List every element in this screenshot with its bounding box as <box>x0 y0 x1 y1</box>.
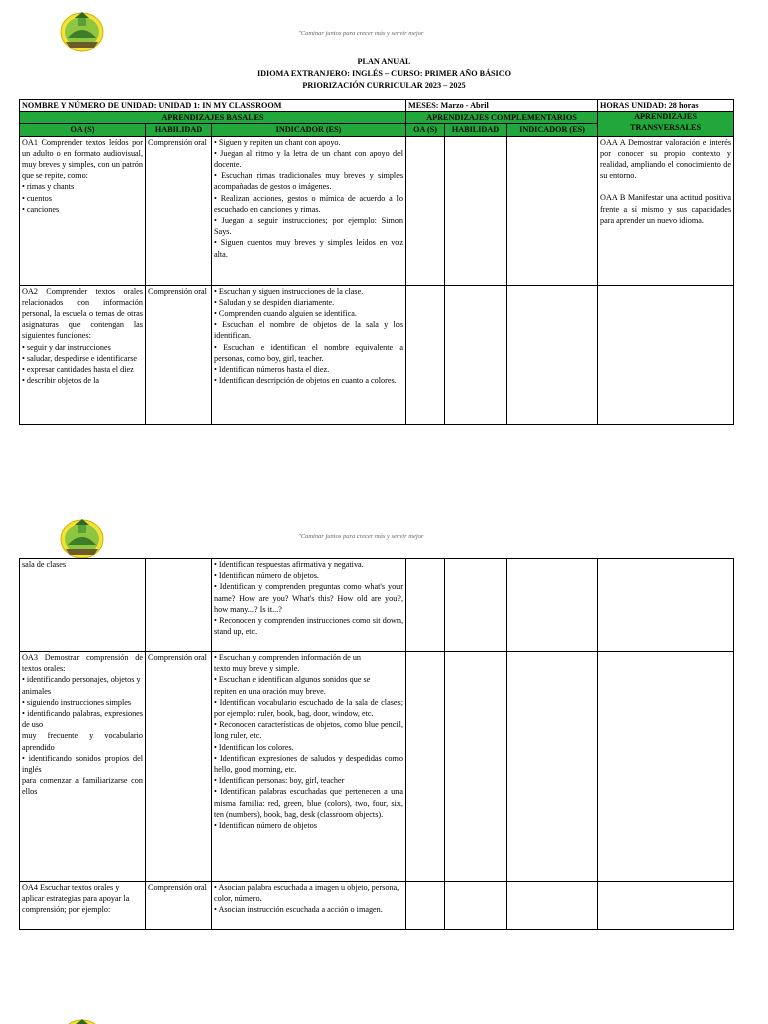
header-transversales-line-1: APRENDIZAJES <box>634 112 697 122</box>
indicador-item: • Escuchan y comprenden información de un <box>214 653 362 662</box>
indicador-item: • Juegan a seguir instrucciones; por ejemplo: Simon Says. <box>214 216 404 237</box>
oa-text: OA4 Escuchar textos orales y aplicar estrategias para apoyar la comprensión; por ejemplo: <box>22 883 130 915</box>
oa-cell <box>20 882 146 930</box>
habilidad-cell: Comprensión oral <box>146 285 212 424</box>
empty-cell <box>445 285 507 424</box>
oa-item: • identificando personajes, objetos y <box>22 675 141 685</box>
oa-text: OA1 Comprender textos leídos por un adulto o en formato audiovisual, muy breves y simples, con un patrón que se repite, como: <box>22 137 143 181</box>
header-complementarios: APRENDIZAJES COMPLEMENTARIOS <box>406 112 598 124</box>
empty-cell <box>598 285 734 424</box>
empty-cell <box>406 136 445 285</box>
transversal-item: OAA B Manifestar una actitud positiva frente a sí mismo y sus capacidades para aprender un nuevo idioma. <box>600 193 732 225</box>
table-row-oa3 <box>20 652 734 882</box>
table-row-oa4 <box>20 882 734 930</box>
empty-cell <box>598 882 734 930</box>
oa-item: • identificando palabras, expresiones de uso <box>22 709 143 730</box>
page-3 <box>0 1012 768 1024</box>
habilidad-cell <box>146 559 212 652</box>
indicador-item: • Identifican y comprenden preguntas como what's your name? How are you? What's this? How old are you?, how many...? Is it...? <box>214 582 403 614</box>
oa-item: • identificando sonidos propios del inglés <box>22 753 143 775</box>
oa-item: • saludar, despedirse e identificarse <box>22 353 138 363</box>
empty-cell <box>598 559 734 652</box>
empty-cell <box>406 882 445 930</box>
indicador-cell <box>212 559 406 652</box>
table-row-oa2-continued <box>20 559 734 652</box>
habilidad-cell: Comprensión oral <box>146 652 212 882</box>
indicador-item: • Identifican vocabulario escuchado de la sala de clases; por ejemplo: ruler, book, bag, door, window, etc. <box>214 697 403 719</box>
plan-table-page-2 <box>19 558 734 930</box>
indicador-item: • Asocian palabra escuchada a imagen u objeto, persona, color, número. <box>214 883 400 904</box>
col-indicador: INDICADOR (ES) <box>212 124 406 136</box>
empty-cell <box>445 882 507 930</box>
school-logo-icon <box>58 1015 106 1024</box>
indicador-item: • Identifican palabras escuchadas que pertenecen a una misma familia: red, green, blue (colors), two, four, six, ten (numbers), book, bag, desk (classroom objects). <box>214 787 403 819</box>
transversales-cell <box>598 136 734 285</box>
header-transversales-line-2: TRANSVERSALES <box>630 122 702 132</box>
indicador-item: • Asocian instrucción escuchada a acción o imagen. <box>214 905 383 915</box>
motto: "Caminar juntos para crecer más y servir mejor <box>298 533 424 540</box>
empty-cell <box>406 652 445 882</box>
oa-item: • expresar cantidades hasta el diez <box>22 365 134 375</box>
header-basales: APRENDIZAJES BASALES <box>20 112 406 124</box>
indicador-item: • Escuchan e identifican algunos sonidos que se <box>214 675 371 685</box>
table-row-oa2 <box>20 285 734 424</box>
oa-item: para comenzar a familiarizarse con ellos <box>22 776 143 797</box>
oa-cell <box>20 136 146 285</box>
col-indicador-complementario: INDICADOR (ES) <box>507 124 598 136</box>
title-priorizacion: PRIORIZACIÓN CURRICULAR 2023 – 2025 <box>302 81 466 90</box>
indicador-item: • Juegan al ritmo y la letra de un chant con apoyo del docente. <box>214 148 404 170</box>
empty-cell <box>406 559 445 652</box>
page-1 <box>0 0 768 470</box>
empty-cell <box>507 136 598 285</box>
empty-cell <box>507 285 598 424</box>
header-transversales <box>598 112 734 136</box>
indicador-item: • Escuchan e identifican el nombre equivalente a personas, como boy, girl, teacher. <box>214 342 404 363</box>
indicador-item: • Saludan y se despiden diariamente. <box>214 297 335 307</box>
indicador-item: • Identifican descripción de objetos en cuanto a colores. <box>214 376 397 386</box>
indicador-item: • Reconocen características de objetos, como blue pencil, long ruler, etc. <box>214 720 403 741</box>
school-logo-icon <box>58 515 106 559</box>
empty-cell <box>445 559 507 652</box>
indicador-item: • Identifican expresiones de saludos y despedidas como hello, good morning, etc. <box>214 753 403 775</box>
indicador-item: • Escuchan y siguen instrucciones de la clase. <box>214 286 364 296</box>
indicador-item: • Identifican número de objetos <box>214 821 317 831</box>
oa-item: • cuentos <box>22 193 52 203</box>
indicador-item: • Identifican números hasta el diez. <box>214 365 330 375</box>
indicador-item: • Realizan acciones, gestos o mímica de acuerdo a lo escuchado en canciones y rimas. <box>214 193 404 214</box>
oa-text: OA2 Comprender textos orales relacionados con información personal, la escuela o temas de otras asignaturas que contengan las siguientes funciones: <box>22 286 143 341</box>
indicador-item: texto muy breve y simple. <box>214 664 300 674</box>
page-2 <box>0 510 768 950</box>
habilidad-cell: Comprensión oral <box>146 882 212 930</box>
oa-text: OA3 Demostrar comprensión de textos orales: <box>22 653 143 674</box>
motto: "Caminar juntos para crecer más y servir mejor <box>298 30 424 37</box>
indicador-cell <box>212 285 406 424</box>
document-titles <box>0 56 768 92</box>
indicador-item: repiten en una oración muy breve. <box>214 686 326 696</box>
indicador-cell <box>212 882 406 930</box>
oa-item: • seguir y dar instrucciones <box>22 342 111 352</box>
oa-text: sala de clases <box>22 560 67 569</box>
col-habilidad: HABILIDAD <box>146 124 212 136</box>
title-subject: IDIOMA EXTRANJERO: INGLÉS – CURSO: PRIMER AÑO BÁSICO <box>256 69 512 78</box>
oa-cell <box>20 559 146 652</box>
indicador-item: • Identifican número de objetos. <box>214 571 319 581</box>
unit-name: NOMBRE Y NÚMERO DE UNIDAD: UNIDAD 1: IN MY CLASSROOM <box>20 100 406 112</box>
indicador-cell <box>212 136 406 285</box>
transversal-item: OAA A Demostrar valoración e interés por conocer su propio contexto y realidad, ampliando el conocimiento de su entorno. <box>600 137 732 181</box>
col-habilidad-complementario: HABILIDAD <box>445 124 507 136</box>
indicador-item: • Identifican los colores. <box>214 742 294 752</box>
empty-cell <box>406 285 445 424</box>
indicador-item: • Escuchan rimas tradicionales muy breves y simples acompañadas de gestos o imágenes. <box>214 171 404 192</box>
empty-cell <box>445 652 507 882</box>
indicador-item: • Comprenden cuando alguien se identifica. <box>214 309 357 319</box>
oa-item: • describir objetos de la <box>22 376 99 386</box>
school-logo-icon <box>58 8 106 52</box>
indicador-item: • Escuchan el nombre de objetos de la sala y los identifican. <box>214 320 404 341</box>
oa-item: • canciones <box>22 204 60 214</box>
indicador-item: • Identifican respuestas afirmativa y negativa. <box>214 560 364 569</box>
empty-cell <box>507 652 598 882</box>
unit-months: MESES: Marzo - Abril <box>406 100 598 112</box>
empty-cell <box>507 882 598 930</box>
oa-item: • siguiendo instrucciones simples <box>22 697 132 707</box>
indicador-item: • Identifican personas: boy, girl, teacher <box>214 776 345 786</box>
indicador-item: • Siguen cuentos muy breves y simples leídos en voz alta. <box>214 238 404 259</box>
oa-item: • rimas y chants <box>22 182 75 192</box>
empty-cell <box>507 559 598 652</box>
empty-cell <box>598 652 734 882</box>
col-oa-complementario: OA (S) <box>406 124 445 136</box>
oa-cell <box>20 652 146 882</box>
title-plan: PLAN ANUAL <box>357 57 411 66</box>
unit-hours: HORAS UNIDAD: 28 horas <box>598 100 734 112</box>
oa-item: muy frecuente y vocabulario aprendido <box>22 731 143 752</box>
table-row-oa1 <box>20 136 734 285</box>
indicador-item: • Reconocen y comprenden instrucciones como sit down, stand up, etc. <box>214 616 403 637</box>
oa-cell <box>20 285 146 424</box>
col-oa: OA (S) <box>20 124 146 136</box>
empty-cell <box>445 136 507 285</box>
oa-item: animales <box>22 686 52 696</box>
plan-table-page-1 <box>19 99 734 425</box>
indicador-item: • Siguen y repiten un chant con apoyo. <box>214 137 341 147</box>
indicador-cell <box>212 652 406 882</box>
habilidad-cell: Comprensión oral <box>146 136 212 285</box>
